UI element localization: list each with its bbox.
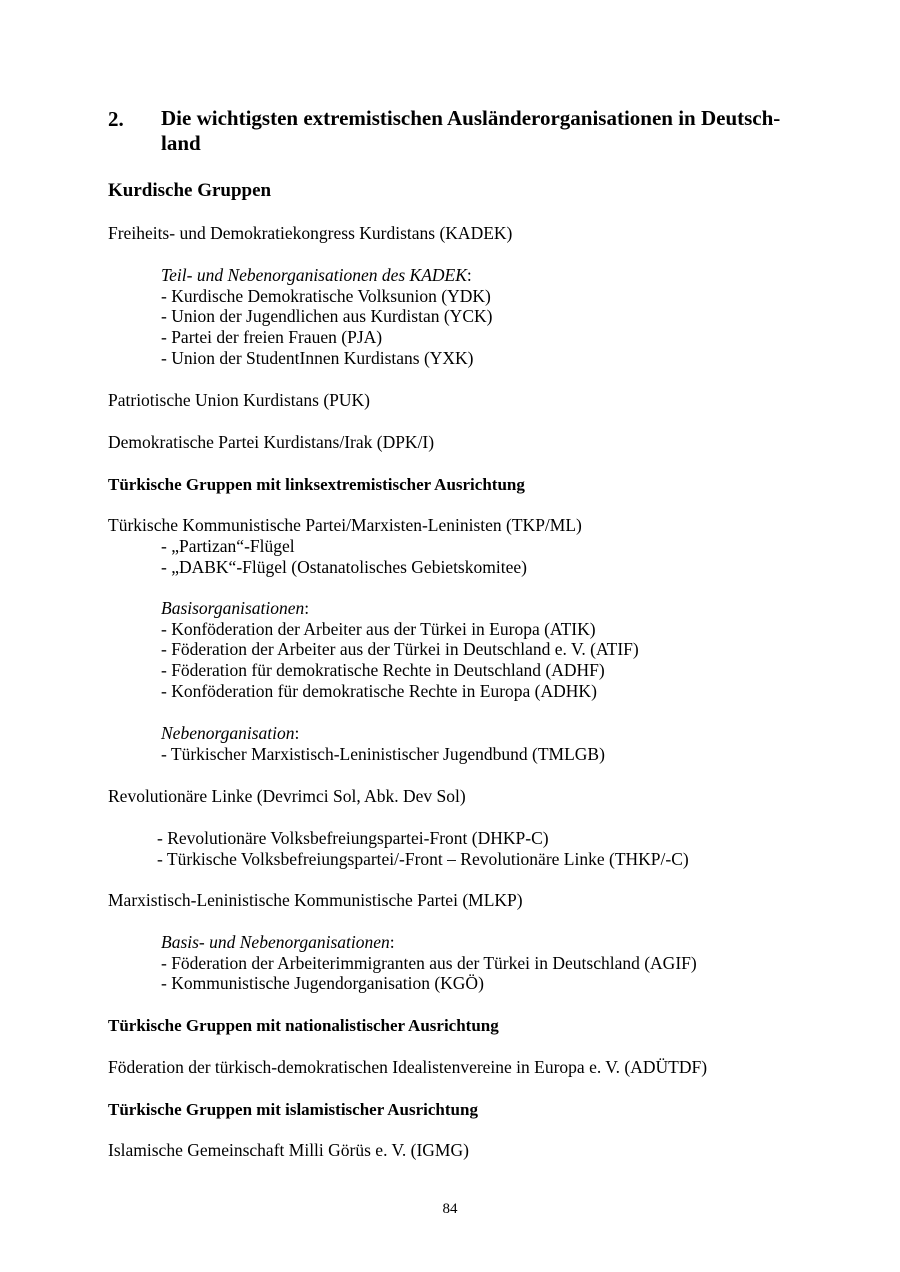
list-item: - Union der Jugendlichen aus Kurdistan (YCK) [161, 306, 493, 327]
devsol-items [157, 828, 689, 869]
kadek-sub-label: Teil- und Nebenorganisationen des KADEK [161, 265, 467, 285]
nationalist-groups-heading: Türkische Gruppen mit nationalistischer Ausrichtung [108, 1016, 499, 1035]
tkp-basis-organisations [161, 598, 639, 702]
tkp-wings [161, 536, 527, 577]
kadek-line: Freiheits- und Demokratiekongress Kurdistans (KADEK) [108, 223, 513, 243]
list-item: - Konföderation für demokratische Rechte in Europa (ADHK) [161, 680, 597, 701]
islamist-groups-heading: Türkische Gruppen mit islamistischer Ausrichtung [108, 1100, 478, 1119]
list-item: - Kommunistische Jugendorganisation (KGÖ) [161, 973, 484, 994]
list-item: - Föderation für demokratische Rechte in Deutschland (ADHF) [161, 660, 605, 681]
neben-label: Nebenorganisation [161, 723, 295, 743]
tkp-line: Türkische Kommunistische Partei/Marxisten-Leninisten (TKP/ML) [108, 515, 582, 535]
list-item: - Kurdische Demokratische Volksunion (YDK) [161, 285, 491, 306]
left-groups-heading: Türkische Gruppen mit linksextremistischer Ausrichtung [108, 475, 525, 494]
list-item: - Föderation der Arbeiter aus der Türkei in Deutschland e. V. (ATIF) [161, 639, 639, 660]
igmg-line: Islamische Gemeinschaft Milli Görüs e. V. (IGMG) [108, 1140, 469, 1160]
list-item: - Partei der freien Frauen (PJA) [161, 327, 383, 348]
list-item: - Türkische Volksbefreiungspartei/-Front – Revolutionäre Linke (THKP/-C) [157, 848, 689, 869]
neben-label-line: Nebenorganisation: [161, 723, 300, 743]
kurdish-groups-heading: Kurdische Gruppen [108, 180, 272, 201]
page-number: 84 [442, 1201, 458, 1217]
adutdf-line: Föderation der türkisch-demokratischen Idealistenvereine in Europa e. V. (ADÜTDF) [108, 1057, 708, 1077]
section-number: 2. [108, 107, 124, 131]
dpk-line: Demokratische Partei Kurdistans/Irak (DPK/I) [108, 432, 435, 452]
mlkp-label-line: Basis- und Nebenorganisationen: [161, 932, 395, 952]
section-title: Die wichtigsten extremistischen Ausländerorganisationen in Deutsch-land [161, 106, 781, 155]
list-item: - Föderation der Arbeiterimmigranten aus der Türkei in Deutschland (AGIF) [161, 952, 697, 973]
list-item: - Türkischer Marxistisch-Leninistischer Jugendbund (TMLGB) [161, 743, 605, 764]
basis-label-line: Basisorganisationen: [161, 598, 310, 618]
tkp-side-organisation [161, 723, 605, 764]
puk-line: Patriotische Union Kurdistans (PUK) [108, 390, 370, 410]
kadek-sub-label-line: Teil- und Nebenorganisationen des KADEK: [161, 265, 472, 285]
list-item: - „Partizan“-Flügel [161, 536, 295, 556]
mlkp-label: Basis- und Nebenorganisationen [161, 932, 390, 952]
mlkp-organisations [161, 932, 697, 994]
list-item: - „DABK“-Flügel (Ostanatolisches Gebietskomitee) [161, 556, 527, 577]
devsol-line: Revolutionäre Linke (Devrimci Sol, Abk. Dev Sol) [108, 786, 466, 806]
list-item: - Revolutionäre Volksbefreiungspartei-Front (DHKP-C) [157, 828, 549, 848]
mlkp-line: Marxistisch-Leninistische Kommunistische Partei (MLKP) [108, 890, 523, 910]
list-item: - Konföderation der Arbeiter aus der Türkei in Europa (ATIK) [161, 618, 596, 639]
list-item: - Union der StudentInnen Kurdistans (YXK) [161, 347, 474, 368]
basis-label: Basisorganisationen [161, 598, 305, 618]
kadek-suborganisations [161, 265, 492, 369]
